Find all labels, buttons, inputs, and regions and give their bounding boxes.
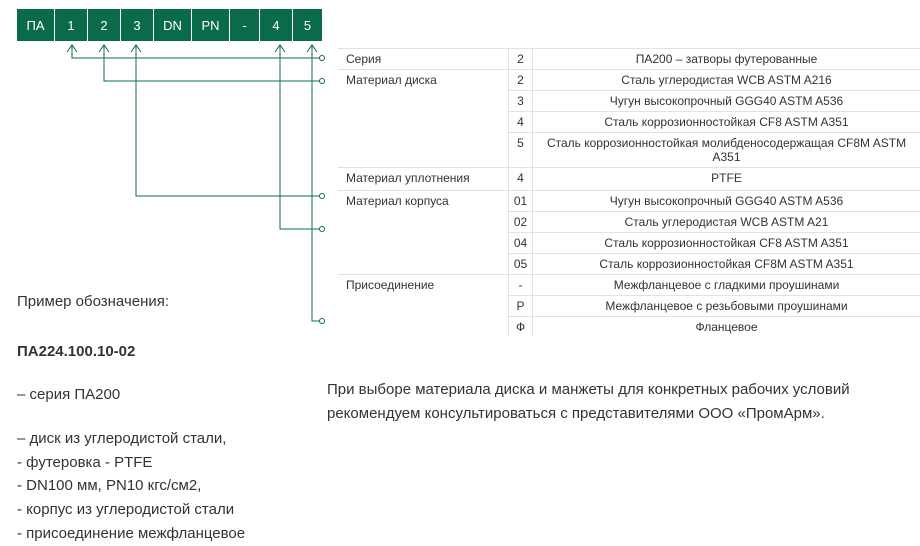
example-line: – серия ПА200 <box>17 386 121 403</box>
example-code: ПА224.100.10-02 <box>17 343 136 360</box>
row-desc: Межфланцевое с гладкими проушинами <box>533 275 920 296</box>
row-desc: Межфланцевое с резьбовыми проушинами <box>533 296 920 317</box>
row-code: 5 <box>509 133 533 168</box>
row-code: 2 <box>509 70 533 91</box>
row-code: 3 <box>509 91 533 112</box>
row-desc: Чугун высокопрочный GGG40 ASTM A536 <box>533 91 920 112</box>
row-code: 02 <box>509 212 533 233</box>
row-desc: Сталь углеродистая WCB ASTM A216 <box>533 70 920 91</box>
group-label: Присоединение <box>338 275 509 338</box>
example-line: - футеровка - PTFE <box>17 454 153 471</box>
row-desc: Сталь коррозионностойкая CF8 ASTM A351 <box>533 112 920 133</box>
row-code: Ф <box>509 317 533 338</box>
table-row <box>338 275 920 296</box>
code-box-pn: PN <box>192 9 230 41</box>
code-box-3: 3 <box>121 9 154 41</box>
row-desc: PTFE <box>533 168 920 191</box>
spec-table <box>338 48 920 337</box>
code-box-dn: DN <box>154 9 192 41</box>
table-row <box>338 70 920 91</box>
row-desc: Сталь коррозионностойкая CF8M ASTM A351 <box>533 254 920 275</box>
dot-seal <box>320 194 325 199</box>
consultation-note: При выборе материала диска и манжеты для конкретных рабочих условий рекомендуем консультироваться с представителями ООО «ПромАрм». <box>327 381 850 422</box>
group-label: Материал диска <box>338 70 509 168</box>
dot-body <box>320 227 325 232</box>
code-box-1: 1 <box>55 9 88 41</box>
example-line: - присоединение межфланцевое <box>17 525 246 542</box>
row-desc: Сталь коррозионностойкая молибденосодержащая CF8M ASTM A351 <box>533 133 920 168</box>
dot-connection <box>320 319 325 324</box>
code-box-dash: - <box>230 9 260 41</box>
row-code: 2 <box>509 49 533 70</box>
row-code: Р <box>509 296 533 317</box>
row-desc: Сталь коррозионностойкая CF8 ASTM A351 <box>533 233 920 254</box>
row-code: - <box>509 275 533 296</box>
group-label: Материал корпуса <box>338 191 509 275</box>
connector-series <box>72 46 320 58</box>
table-row <box>338 191 920 212</box>
row-desc: Сталь углеродистая WCB ASTM A21 <box>533 212 920 233</box>
code-box-2: 2 <box>88 9 121 41</box>
connector-body <box>280 46 320 229</box>
group-label: Серия <box>338 49 509 70</box>
row-desc: Чугун высокопрочный GGG40 ASTM A536 <box>533 191 920 212</box>
example-line: - корпус из углеродистой стали <box>17 501 235 518</box>
code-box-pa: ПА <box>17 9 55 41</box>
example-line: - DN100 мм, PN10 кгс/см2, <box>17 477 202 494</box>
dot-series <box>320 56 325 61</box>
connector-connection <box>312 46 320 321</box>
connector-seal <box>136 46 320 196</box>
table-row <box>338 49 920 70</box>
example-heading: Пример обозначения: <box>17 293 170 310</box>
row-desc: Фланцевое <box>533 317 920 338</box>
dot-disc <box>320 79 325 84</box>
row-desc: ПА200 – затворы футерованные <box>533 49 920 70</box>
code-box-5: 5 <box>293 9 322 41</box>
row-code: 01 <box>509 191 533 212</box>
code-box-4: 4 <box>260 9 293 41</box>
row-code: 4 <box>509 112 533 133</box>
group-label: Материал уплотнения <box>338 168 509 191</box>
row-code: 04 <box>509 233 533 254</box>
example-line: – диск из углеродистой стали, <box>17 430 227 447</box>
table-row <box>338 168 920 191</box>
row-code: 4 <box>509 168 533 191</box>
row-code: 05 <box>509 254 533 275</box>
